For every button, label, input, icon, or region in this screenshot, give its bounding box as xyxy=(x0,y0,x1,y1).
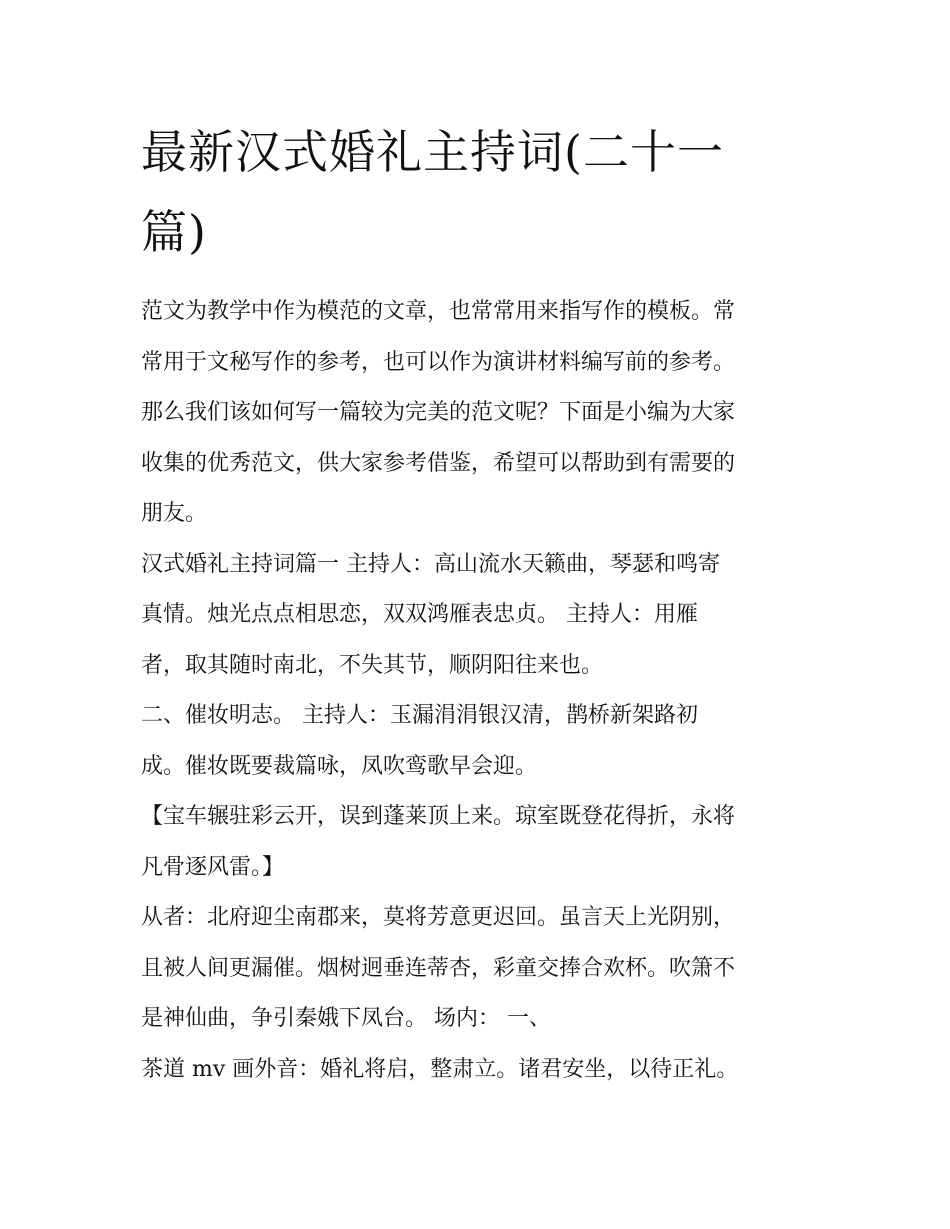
text-line: 从者：北府迎尘南郡来，莫将芳意更迟回。虽言天上光阴别， xyxy=(141,905,736,930)
text-line: 那么我们该如何写一篇较为完美的范文呢？下面是小编为大家 xyxy=(141,400,736,425)
text-line: 范文为教学中作为模范的文章，也常常用来指写作的模板。常 xyxy=(141,299,736,324)
text-line: 茶道 mv 画外音：婚礼将启，整肃立。诸君安坐，以待正礼。 xyxy=(141,1056,739,1082)
text-line: 二、催妆明志。 主持人：玉漏涓涓银汉清，鹊桥新架路初 xyxy=(141,703,698,728)
text-line: 且被人间更漏催。烟树迥垂连蒂杏，彩童交捧合欢杯。吹箫不 xyxy=(141,955,736,981)
text-line: 者，取其随时南北，不失其节，顺阴阳往来也。 xyxy=(141,652,604,678)
intro-paragraph xyxy=(141,287,813,540)
document-page xyxy=(141,112,813,1095)
text-line: 成。催妆既要裁篇咏，凤吹鸾歌早会迎。 xyxy=(141,753,538,779)
section-2-paragraph xyxy=(141,691,813,792)
text-line: 常用于文秘写作的参考，也可以作为演讲材料编写前的参考。 xyxy=(141,349,736,375)
text-line: 凡骨逐风雷。】 xyxy=(141,854,285,880)
tea-ceremony-paragraph xyxy=(141,1045,813,1096)
section-1-paragraph xyxy=(141,540,813,692)
text-line: 汉式婚礼主持词篇一 主持人：高山流水天籁曲，琴瑟和鸣寄 xyxy=(141,551,720,577)
document-title xyxy=(141,112,813,272)
text-line: 真情。烛光点点相思恋，双双鸿雁表忠贞。 主持人：用雁 xyxy=(141,602,698,627)
text-line: 收集的优秀范文，供大家参考借鉴，希望可以帮助到有需要的 xyxy=(141,450,736,476)
title-line-1: 最新汉式婚礼主持词(二十一 xyxy=(141,125,724,179)
text-line: 是神仙曲，争引秦娥下凤台。 场内： 一、 xyxy=(141,1006,551,1031)
title-line-2: 篇) xyxy=(141,205,207,259)
text-line: 朋友。 xyxy=(141,501,208,526)
attendant-paragraph xyxy=(141,893,813,1045)
text-line: 【宝车辗驻彩云开，误到蓬莱顶上来。琼室既登花得折，永将 xyxy=(141,804,736,829)
poem-paragraph xyxy=(141,792,813,893)
